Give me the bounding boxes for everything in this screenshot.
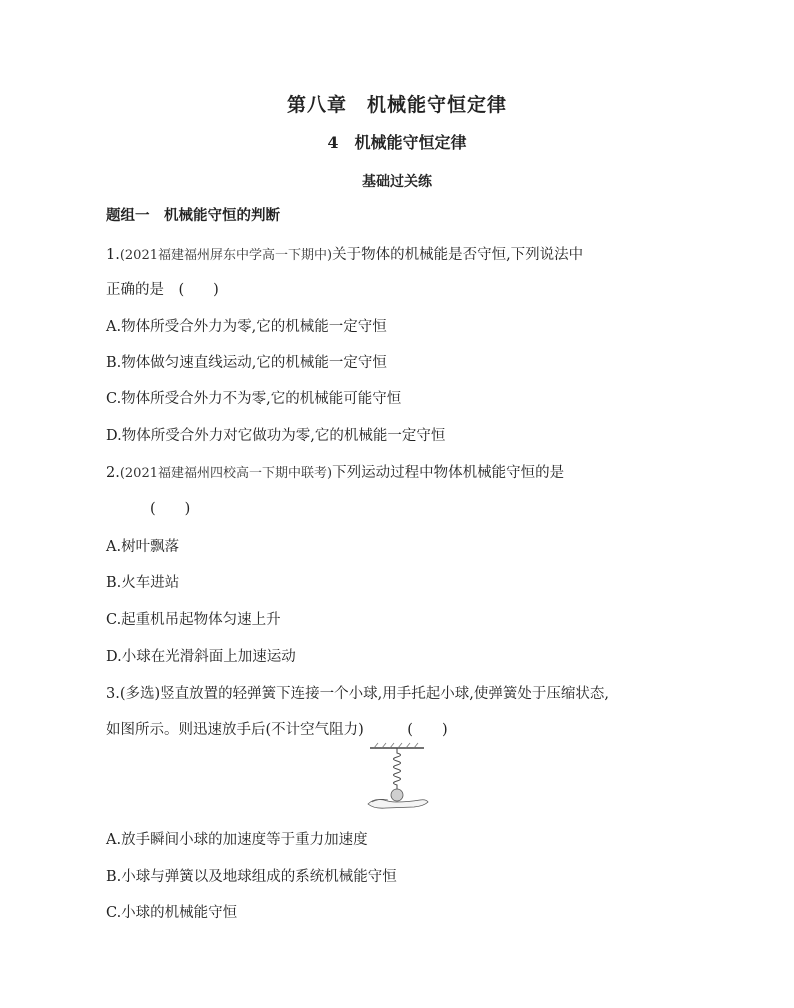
q1-number: 1. bbox=[106, 247, 120, 263]
q3-option-b: B.小球与弹簧以及地球组成的系统机械能守恒 bbox=[106, 869, 397, 885]
q3-stem-cont: 如图所示。则迅速放手后(不计空气阻力) ( ) bbox=[106, 722, 448, 738]
ball bbox=[391, 789, 403, 801]
q3-option-c: C.小球的机械能守恒 bbox=[106, 905, 238, 921]
spring bbox=[394, 748, 401, 789]
q2-option-b: B.火车进站 bbox=[106, 575, 180, 591]
section-title: 4 机械能守恒定律 bbox=[327, 133, 467, 152]
q1-source: (2021福建福州屏东中学高一下期中) bbox=[119, 248, 333, 263]
q2-stem bbox=[106, 461, 564, 482]
q1-stem bbox=[106, 243, 583, 264]
ceiling-mount bbox=[370, 743, 424, 748]
q3-number: 3. bbox=[106, 686, 120, 702]
group-title: 题组一 机械能守恒的判断 bbox=[106, 207, 280, 224]
q3-stem-text: (多选)竖直放置的轻弹簧下连接一个小球,用手托起小球,使弹簧处于压缩状态, bbox=[119, 686, 609, 702]
q2-source: (2021福建福州四校高一下期中联考) bbox=[119, 466, 333, 481]
exercise-title: 基础过关练 bbox=[362, 174, 432, 190]
q2-option-c: C.起重机吊起物体匀速上升 bbox=[106, 612, 281, 628]
q2-option-a: A.树叶飘落 bbox=[106, 539, 180, 555]
q1-option-c: C.物体所受合外力不为零,它的机械能可能守恒 bbox=[106, 391, 402, 407]
q1-option-d: D.物体所受合外力对它做功为零,它的机械能一定守恒 bbox=[106, 428, 446, 444]
q1-option-b: B.物体做匀速直线运动,它的机械能一定守恒 bbox=[106, 355, 387, 371]
q3-stem bbox=[106, 682, 609, 703]
q1-stem-cont: 正确的是 ( ) bbox=[106, 282, 219, 298]
q2-number: 2. bbox=[106, 465, 120, 481]
q2-stem-text: 下列运动过程中物体机械能守恒的是 bbox=[332, 465, 565, 481]
spring-hand-figure bbox=[362, 742, 432, 812]
q1-stem-text: 关于物体的机械能是否守恒,下列说法中 bbox=[332, 247, 584, 263]
q2-answer-blank: ( ) bbox=[150, 501, 191, 517]
q2-option-d: D.小球在光滑斜面上加速运动 bbox=[106, 649, 296, 665]
chapter-title: 第八章 机械能守恒定律 bbox=[286, 94, 507, 116]
q1-option-a: A.物体所受合外力为零,它的机械能一定守恒 bbox=[106, 319, 387, 335]
q3-option-a: A.放手瞬间小球的加速度等于重力加速度 bbox=[106, 832, 368, 848]
